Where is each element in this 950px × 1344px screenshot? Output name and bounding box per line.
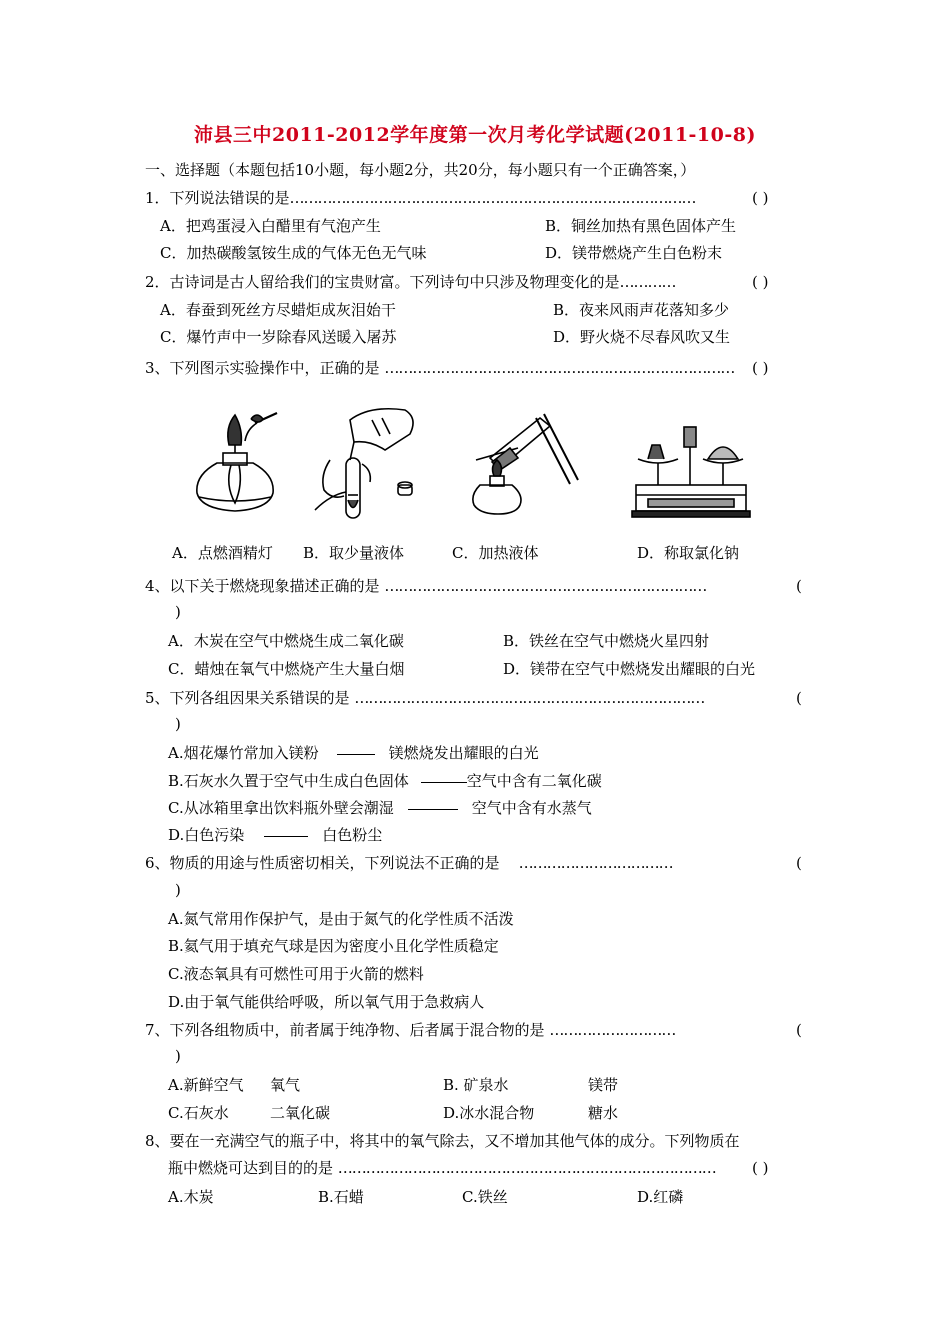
heating-tube-figure <box>460 400 590 525</box>
answer-blank-close: ) <box>175 715 181 733</box>
question-5-stem: 5、下列各组因果关系错误的是 ………………………………………………………………… <box>145 689 705 707</box>
answer-blank: ( <box>796 689 802 707</box>
section-heading: 一、选择题（本题包括10小题，每小题2分，共20分，每小题只有一个正确答案，） <box>145 161 696 179</box>
option-b-2: 镁带 <box>588 1076 619 1094</box>
option-a: A.氮气常用作保护气，是由于氮气的化学性质不活泼 <box>168 910 514 928</box>
option-d-1: D.冰水混合物 <box>443 1104 535 1122</box>
option-a-2: 氧气 <box>270 1076 301 1094</box>
alcohol-lamp-figure <box>185 405 285 520</box>
option-a: A．春蚕到死丝方尽蜡炬成灰泪始干 <box>160 301 396 319</box>
option-d-2: 糖水 <box>588 1104 619 1122</box>
question-2-stem: 2．古诗词是古人留给我们的宝贵财富。下列诗句中只涉及物理变化的是………… <box>145 273 676 291</box>
option-c-2: 二氧化碳 <box>270 1104 331 1122</box>
figure-label-d: D．称取氯化钠 <box>637 544 740 562</box>
answer-blank: ( ) <box>752 189 769 207</box>
option-b: B．夜来风雨声花落知多少 <box>553 301 730 319</box>
answer-blank: ( ) <box>752 273 769 291</box>
answer-blank: ( <box>796 577 802 595</box>
option-d: D．镁带在空气中燃烧发出耀眼的白光 <box>503 660 756 678</box>
option-c: C.铁丝 <box>462 1188 508 1206</box>
option-a: A.烟花爆竹常加入镁粉 镁燃烧发出耀眼的白光 <box>168 744 539 762</box>
option-c: C．爆竹声中一岁除春风送暖入屠苏 <box>160 328 397 346</box>
question-3-stem: 3、下列图示实验操作中，正确的是 ………………………………………………………………… <box>145 359 735 377</box>
answer-blank: ( <box>796 854 802 872</box>
answer-blank-close: ) <box>175 881 181 899</box>
option-b-1: B. 矿泉水 <box>443 1076 509 1094</box>
figure-label-b: B．取少量液体 <box>303 544 405 562</box>
option-c: C.液态氧具有可燃性可用于火箭的燃料 <box>168 965 424 983</box>
option-a: A.木炭 <box>168 1188 214 1206</box>
figure-label-c: C．加热液体 <box>452 544 539 562</box>
answer-blank-close: ) <box>175 603 181 621</box>
balance-scale-figure <box>628 415 753 525</box>
figure-label-a: A．点燃酒精灯 <box>172 544 273 562</box>
pouring-liquid-figure <box>310 400 430 525</box>
option-c: C.从冰箱里拿出饮料瓶外壁会潮湿 空气中含有水蒸气 <box>168 799 592 817</box>
option-b: B.石蜡 <box>318 1188 364 1206</box>
option-d: D.由于氧气能供给呼吸，所以氧气用于急救病人 <box>168 993 485 1011</box>
option-b: B.氦气用于填充气球是因为密度小且化学性质稳定 <box>168 937 499 955</box>
option-a: A．木炭在空气中燃烧生成二氧化碳 <box>168 632 404 650</box>
option-b: B．铁丝在空气中燃烧火星四射 <box>503 632 710 650</box>
question-6-stem: 6、物质的用途与性质密切相关，下列说法不正确的是 …………………………… <box>145 854 673 872</box>
option-a: A．把鸡蛋浸入白醋里有气泡产生 <box>160 217 381 235</box>
option-c: C．蜡烛在氧气中燃烧产生大量白烟 <box>168 660 405 678</box>
option-c-1: C.石灰水 <box>168 1104 229 1122</box>
option-d: D.白色污染 白色粉尘 <box>168 826 383 844</box>
option-a-1: A.新鲜空气 <box>168 1076 244 1094</box>
option-d: D．野火烧不尽春风吹又生 <box>553 328 731 346</box>
option-b: B．铜丝加热有黑色固体产生 <box>545 217 737 235</box>
page-title: 沛县三中2011-2012学年度第一次月考化学试题(2011-10-8) <box>194 124 756 146</box>
answer-blank: ( ) <box>752 1159 769 1177</box>
question-8-stem: 8、要在一充满空气的瓶子中，将其中的氧气除去，又不增加其他气体的成分。下列物质在 <box>145 1132 740 1150</box>
answer-blank: ( ) <box>752 359 769 377</box>
question-1-stem: 1．下列说法错误的是…………………………………………………………………………… <box>145 189 696 207</box>
question-7-stem: 7、下列各组物质中，前者属于纯净物、后者属于混合物的是 ……………………… <box>145 1021 676 1039</box>
question-8-stem-cont: 瓶中燃烧可达到目的的是 ……………………………………………………………………… <box>168 1159 716 1177</box>
answer-blank: ( <box>796 1021 802 1039</box>
option-b: B.石灰水久置于空气中生成白色固体 空气中含有二氧化碳 <box>168 772 602 790</box>
option-d: D.红磷 <box>637 1188 684 1206</box>
question-4-stem: 4、以下关于燃烧现象描述正确的是 …………………………………………………………… <box>145 577 707 595</box>
option-d: D．镁带燃烧产生白色粉末 <box>545 244 723 262</box>
answer-blank-close: ) <box>175 1047 181 1065</box>
option-c: C．加热碳酸氢铵生成的气体无色无气味 <box>160 244 427 262</box>
